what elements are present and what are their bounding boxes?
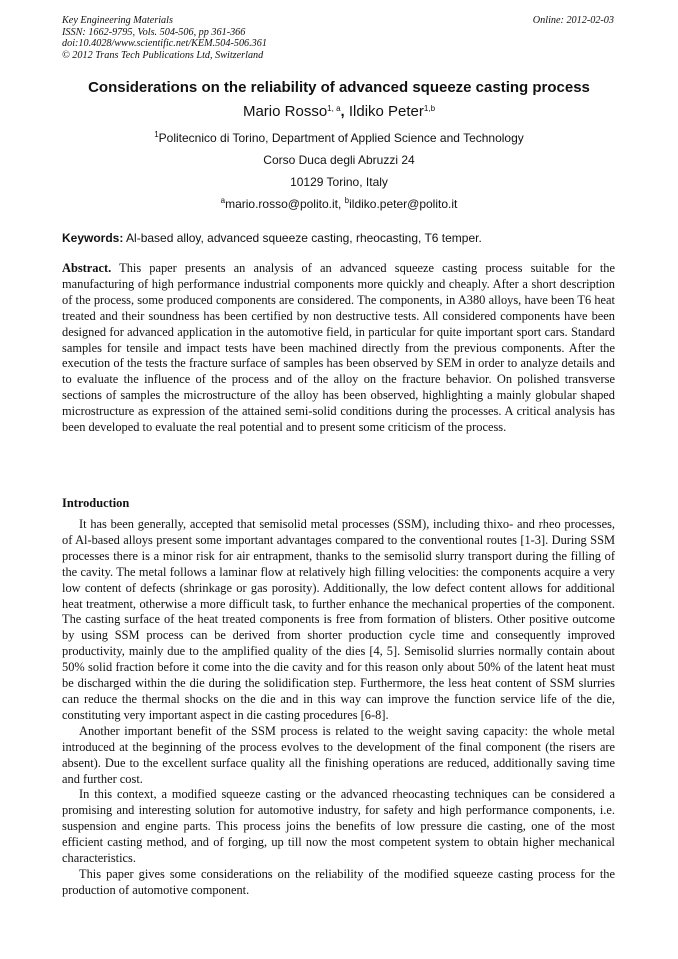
affiliation-street: Corso Duca degli Abruzzi 24 (263, 153, 415, 167)
journal-header (62, 15, 267, 61)
doi-line[interactable]: doi:10.4028/www.scientific.net/KEM.504-506.361 (62, 38, 267, 50)
affiliation-mark: 1 (154, 130, 159, 139)
email-mark: b (344, 196, 350, 205)
author-separator: , (340, 103, 349, 120)
journal-name: Key Engineering Materials (62, 15, 173, 26)
paper-title: Considerations on the reliability of advanced squeeze casting process (88, 79, 590, 96)
email-link[interactable]: ildiko.peter@polito.it (349, 197, 458, 211)
issn-line: ISSN: 1662-9795, Vols. 504-506, pp 361-366 (62, 26, 246, 38)
body-paragraph: It has been generally, accepted that semisolid metal processes (SSM), including thixo- and rheo processes, of Al-based alloys present some important advantages compared to the conventional routes [1-3]. During SSM processes there is a minor risk for air entrapment, thanks to the semisolid slurry transport during the filling of the cavity. The metal follows a laminar flow at relatively high filling velocities: the components acquire a very low content of defects (shrinkage or gas porosity). Additionally, the low defect content allows for additional heat treatment, otherwise a more difficult task, to further enhance the mechanical properties of the component. The casting surface of the heat treated components is free from formation of blisters. Other positive outcome by using SSM process can be derived from shorter production cycle time and consequently improved productivity, mainly due to the amplified quality of the dies [4, 5]. Semisolid slurries normally contain about 50% solid fraction before it come into the die cavity and for this reason only about 50% of the latent heat must be discharged within the die during the solidification step. Furthermore, the less heat content of SSM slurries can reduce the thermal shocks on the die and in this way can improve the function service life of the die, constituting very important aspect in die casting procedures [6-8]. (62, 517, 615, 722)
copyright-line: © 2012 Trans Tech Publications Ltd, Switzerland (62, 49, 264, 61)
body-paragraph: Another important benefit of the SSM process is related to the weight saving capacity: the whole metal introduced at the beginning of the process evolves to the development of the final component (the risers are absent). Due to the excellent surface quality all the finishing operations are reduced, additionally saving time and further cost. (62, 723, 615, 786)
body-paragraph: This paper gives some considerations on the reliability of the modified squeeze casting process for the production of automotive component. (62, 866, 615, 897)
section-heading: Introduction (62, 496, 130, 510)
author-line (40, 103, 638, 121)
abstract-label: Abstract. (62, 261, 112, 275)
keywords-line (62, 231, 618, 245)
keywords-text: Al-based alloy, advanced squeeze casting, rheocasting, T6 temper. (123, 231, 482, 245)
abstract-section (62, 261, 615, 436)
email-line (40, 197, 638, 211)
body-paragraph: In this context, a modified squeeze casting or the advanced rheocasting techniques can be considered a promising and interesting solution for automotive industry, for safety and high performance components, i.e. suspension and engine parts. This process joins the benefits of low pressure die casting, one of the most efficient casting method, and of forging, up till now the most competent system to obtain higher mechanical characteristics. (62, 787, 615, 866)
abstract-text: This paper presents an analysis of an advanced squeeze casting process suitable for the manufacturing of high performance industrial components more quickly and cheaply. After a short description of the process, some produced components are considered. The components, in A380 alloys, have been T6 heat treated and their soundness has been certified by non destructive tests. All considered components have been designed for advanced application in the automotive field, in particular for quite important sport cars. Standard samples for tensile and impact tests have been machined directly from the previous components. After the execution of the tests the fracture surface of samples has been observed by SEM in order to analyze details and to evaluate the influence of the process and of the alloy on the fracture behavior. On polished transverse sections of samples the microstructure of the alloy has been observed, highlighting a mainly globular shaped microstructure as expression of the attained semi-solid conditions during the processes. A critical analysis has been developed to evaluate the real potential and to present some criticism of the process. (62, 261, 615, 435)
affiliation-city: 10129 Torino, Italy (290, 175, 388, 189)
affiliation-institution (40, 131, 638, 145)
online-date: Online: 2012-02-03 (532, 15, 614, 26)
abstract-paragraph (62, 261, 615, 436)
email-link[interactable]: mario.rosso@polito.it, (225, 197, 345, 211)
author-name: Ildiko Peter (348, 103, 424, 120)
author-affiliation-mark: 1, a (327, 104, 341, 113)
keywords-label: Keywords: (62, 231, 124, 245)
introduction-section (62, 517, 615, 899)
email-mark: a (220, 196, 226, 205)
author-affiliation-mark: 1,b (423, 104, 436, 113)
institution-text: Politecnico di Torino, Department of Applied Science and Technology (158, 131, 524, 145)
author-name: Mario Rosso (242, 103, 328, 120)
